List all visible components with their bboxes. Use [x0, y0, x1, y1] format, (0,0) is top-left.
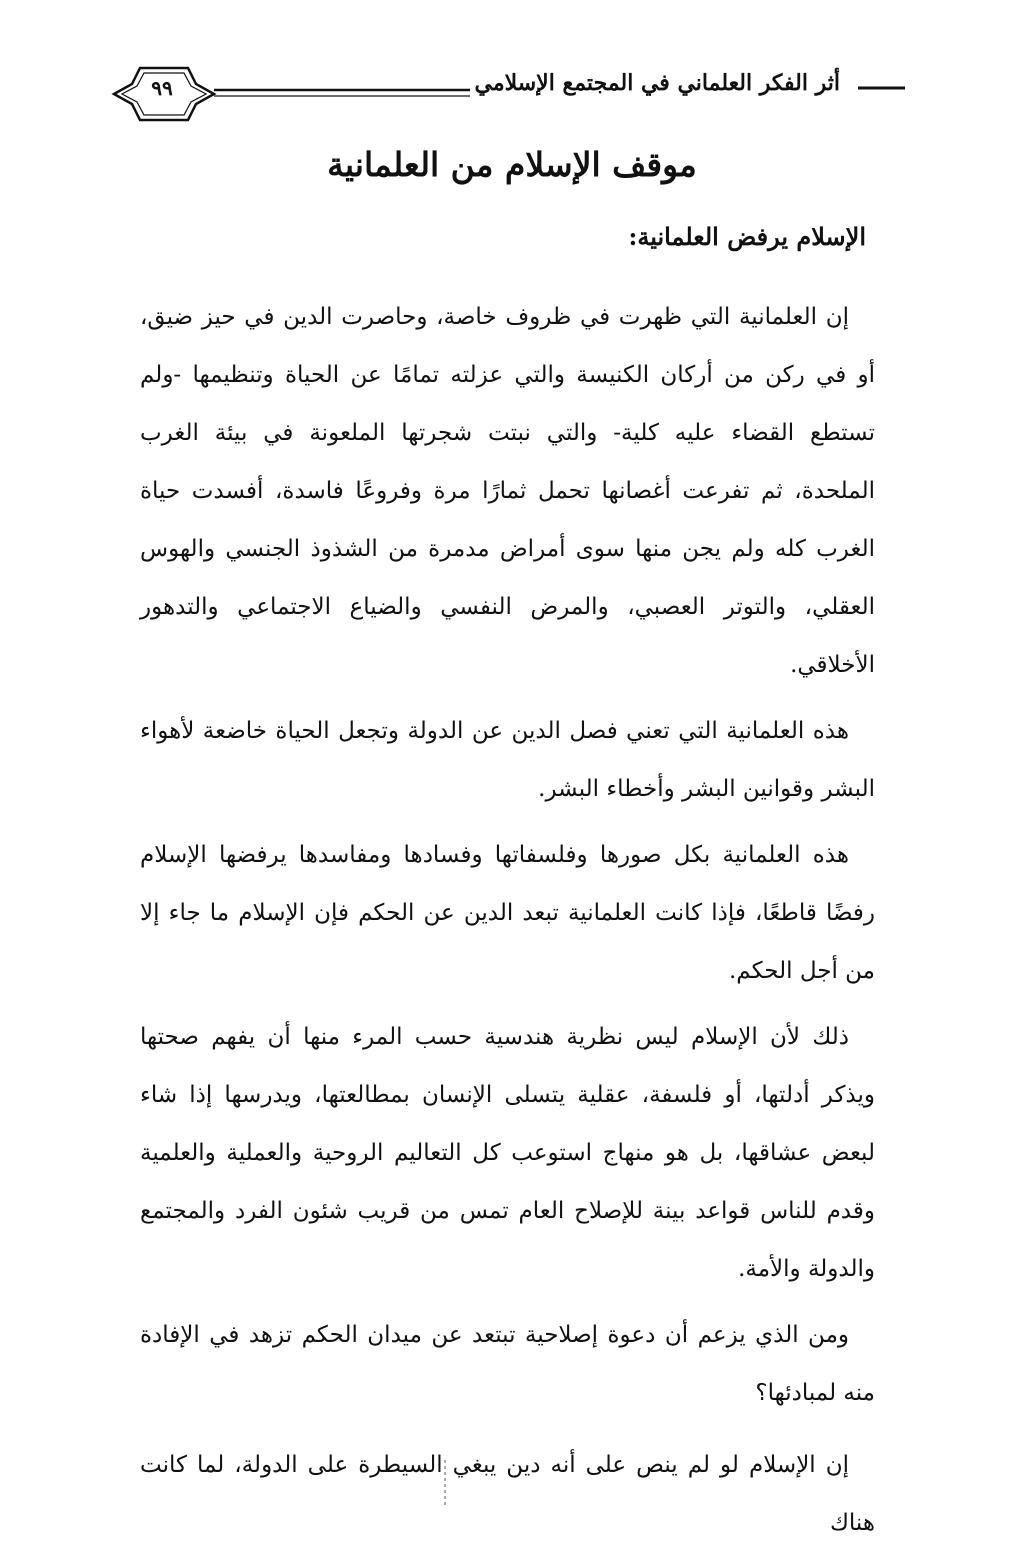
binding-mark [444, 1460, 446, 1505]
paragraph: إن العلمانية التي ظهرت في ظروف خاصة، وحاصرت الدين في حيز ضيق، أو في ركن من أركان الكنيسة والتي عزلته تمامًا عن الحياة وتنظيمها -ولم تستطع القضاء عليه كلية- والتي نبتت شجرتها الملعونة في بيئة الغرب الملحدة، ثم تفرعت أغصانها تحمل ثمارًا مرة وفروعًا فاسدة، أفسدت حياة الغرب كله ولم يجن منها سوى أمراض مدمرة من الشذوذ الجنسي والهوس العقلي، والتوتر العصبي، والمرض النفسي والضياع الاجتماعي والتدهور الأخلاقي. [140, 304, 875, 678]
paragraph: ذلك لأن الإسلام ليس نظرية هندسية حسب المرء منها أن يفهم صحتها ويذكر أدلتها، أو فلسفة، عقلية يتسلى الإنسان بمطالعتها، ويدرسها إذا شاء لبعض عشاقها، بل هو منهاج استوعب كل التعاليم الروحية والعملية والعلمية وقدم للناس قواعد بينة للإصلاح العام تمس من قريب شئون الفرد والمجتمع والدولة والأمة. [140, 1024, 875, 1282]
paragraph: إن الإسلام لو لم ينص على أنه دين يبغي السيطرة على الدولة، لما كانت هناك [140, 1452, 875, 1536]
chapter-title: موقف الإسلام من العلمانية [327, 145, 697, 184]
page-number: ٩٩ [151, 76, 173, 100]
running-title: أثر الفكر العلماني في المجتمع الإسلامي [474, 70, 840, 96]
section-subtitle: الإسلام يرفض العلمانية: [628, 222, 866, 251]
paragraph: هذه العلمانية التي تعني فصل الدين عن الدولة وتجعل الحياة خاضعة لأهواء البشر وقوانين البشر وأخطاء البشر. [140, 718, 875, 802]
paragraph: ومن الذي يزعم أن دعوة إصلاحية تبتعد عن ميدان الحكم تزهد في الإفادة منه لمبادئها؟ [140, 1322, 875, 1406]
body-text [140, 288, 875, 1560]
running-header [110, 62, 910, 122]
paragraph: هذه العلمانية بكل صورها وفلسفاتها وفسادها ومفاسدها يرفضها الإسلام رفضًا قاطعًا، فإذا كانت العلمانية تبعد الدين عن الحكم فإن الإسلام ما جاء إلا من أجل الحكم. [140, 842, 875, 984]
